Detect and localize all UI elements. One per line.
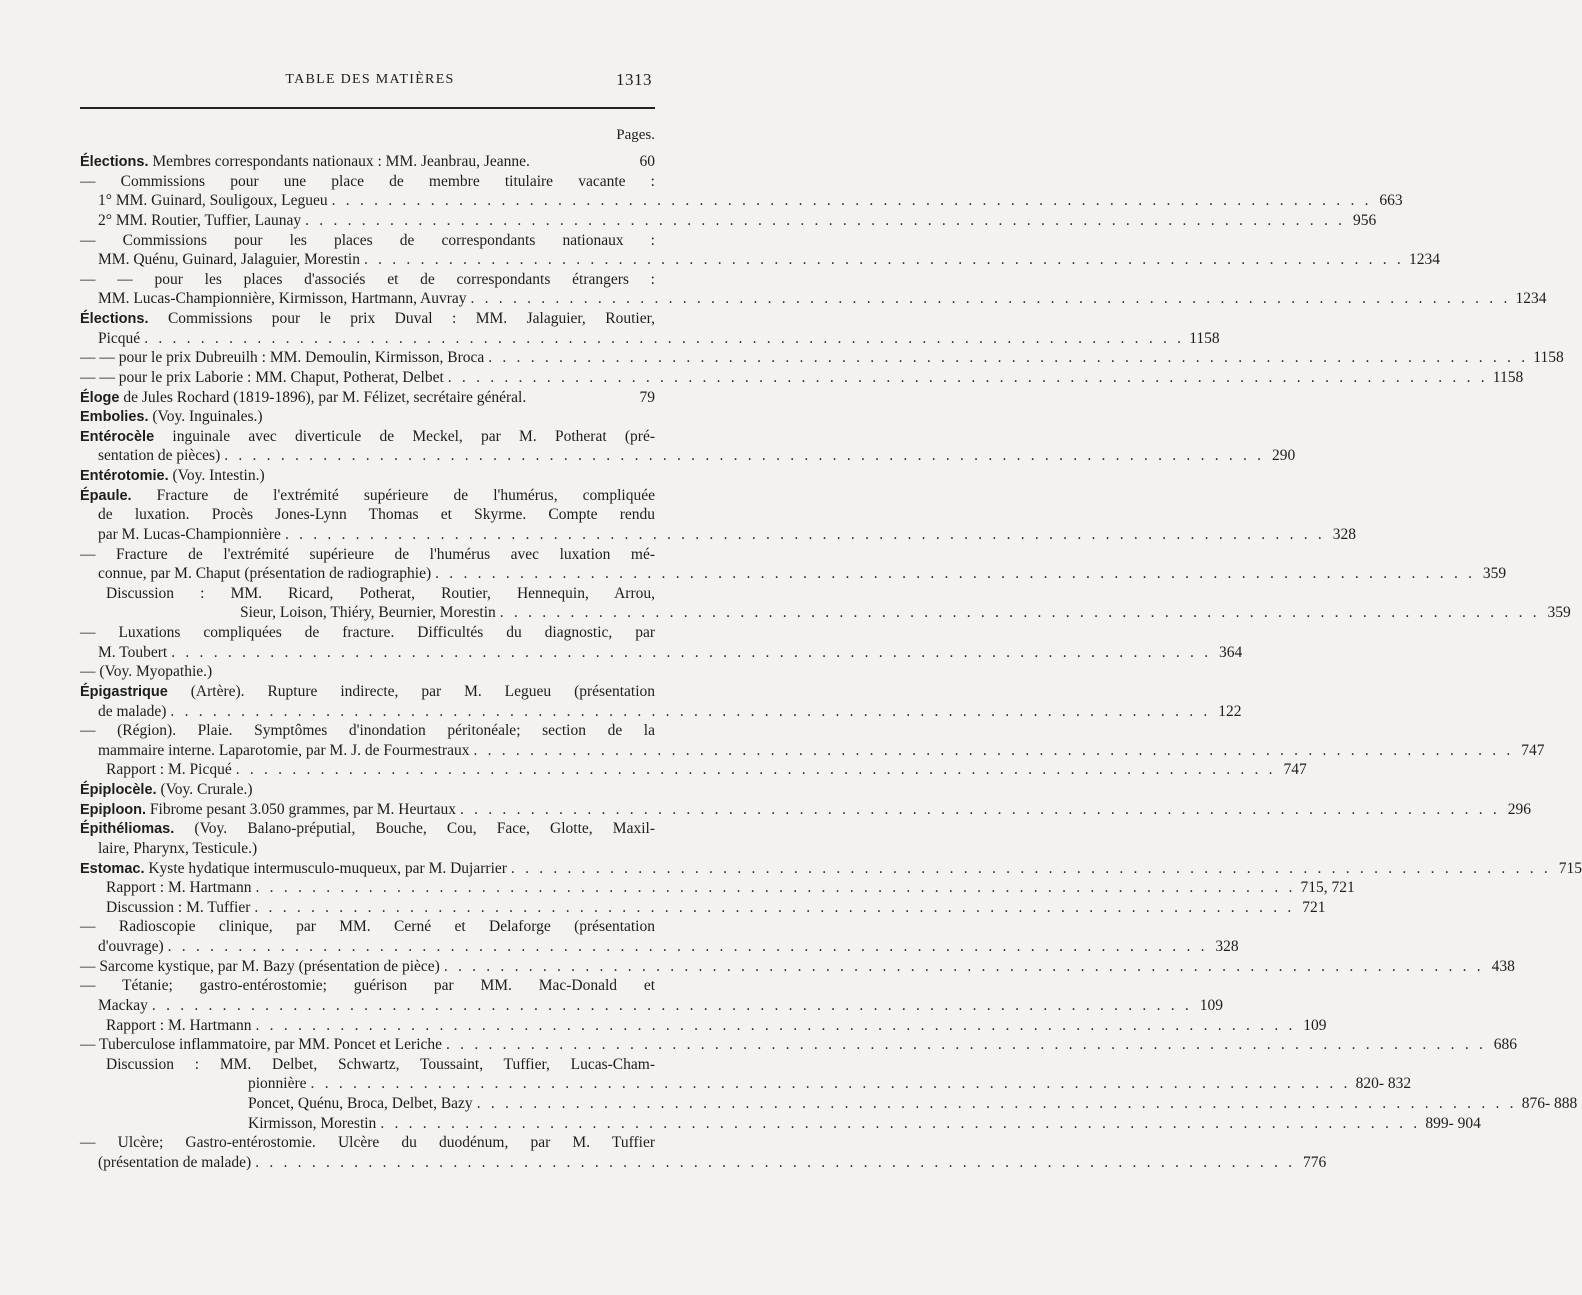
index-entry-text: MM. Lucas-Championnière, Kirmisson, Hartmann, Auvray: [98, 290, 467, 308]
index-line-text: [80, 683, 655, 700]
dot-leader: [152, 996, 1192, 1016]
index-line: [80, 1074, 1412, 1094]
index-line-text: [98, 643, 167, 663]
index-entry-text: Discussion : MM. Ricard, Potherat, Routier, Hennequin, Arrou,: [106, 584, 655, 602]
page-number: 1313: [616, 70, 652, 89]
page-reference: 715, 721: [1300, 879, 1355, 897]
index-entry-text: (Voy. Balano-préputial, Bouche, Cou, Face, Glotte, Maxil-: [174, 820, 655, 838]
page-reference: 1234: [1515, 290, 1547, 308]
index-line-text: [98, 564, 431, 584]
page-reference: 438: [1491, 957, 1515, 975]
index-line: [80, 309, 655, 329]
index-line-text: [98, 191, 328, 211]
dot-leader: [144, 329, 1184, 349]
index-entry-text: Picqué: [98, 329, 141, 347]
index-entry-text: — (Région). Plaie. Symptômes d'inondation péritonéale; section de la: [80, 722, 655, 740]
index-line: [80, 760, 1307, 780]
index-entry-text: Membres correspondants nationaux : MM. Jeanbrau, Jeanne.: [148, 153, 530, 170]
dot-leader: [305, 211, 1345, 231]
index-line-text: [80, 153, 530, 170]
index-entry-text: Rapport : M. Hartmann: [106, 1016, 252, 1034]
page-reference: 364: [1219, 643, 1243, 661]
index-entry-text: sentation de pièces): [98, 447, 221, 465]
index-line-text: [80, 389, 526, 406]
page-reference: 328: [1215, 938, 1239, 955]
dot-leader: [500, 603, 1540, 623]
index-entry-text: Mackay: [98, 996, 148, 1014]
page-reference: 776: [1303, 1153, 1327, 1171]
index-line: [80, 819, 655, 839]
index-line-text: [106, 1016, 252, 1036]
index-keyword: Entérocèle: [80, 428, 155, 445]
index-line-text: [80, 1035, 442, 1055]
index-line-text: [248, 1094, 473, 1114]
index-line: [80, 329, 1220, 349]
index-line: [80, 898, 1326, 918]
index-line: [80, 191, 1403, 211]
dot-leader: [254, 898, 1294, 918]
index-line: [80, 231, 655, 251]
index-line: [80, 859, 1582, 879]
index-line-text: [80, 546, 655, 563]
dot-leader: [168, 937, 1208, 957]
index-entry-text: — Tétanie; gastro-entérostomie; guérison par MM. Mac-Donald et: [80, 977, 655, 995]
dot-leader: [488, 348, 1528, 368]
index-line-text: [98, 741, 469, 761]
index-entry-text: connue, par M. Chaput (présentation de radiographie): [98, 565, 432, 583]
index-line-text: [98, 996, 148, 1016]
page-reference: 328: [1332, 525, 1356, 543]
dot-leader: [171, 643, 1211, 663]
index-line-text: [80, 781, 253, 798]
index-line: [80, 1133, 655, 1153]
index-line: [80, 584, 655, 604]
index-line-text: [80, 1134, 655, 1151]
index-line: [80, 682, 655, 702]
index-entry-text: de Jules Rochard (1819-1896), par M. Félizet, secrétaire général.: [119, 388, 527, 406]
index-line: [80, 486, 655, 506]
index-line: [80, 937, 1239, 957]
dot-leader: [256, 1016, 1296, 1036]
dot-leader: [380, 1114, 1420, 1134]
index-line-text: [98, 1153, 251, 1173]
index-line-text: [80, 232, 655, 249]
index-line-text: [80, 663, 212, 680]
index-entries: [80, 152, 1582, 1173]
index-keyword: Estomac.: [80, 860, 145, 877]
page-reference: 1234: [1409, 251, 1441, 269]
index-entry-text: Kyste hydatique intermusculo-muqueux, par M. Dujarrier: [144, 859, 507, 877]
index-line: [80, 976, 655, 996]
index-line-text: [106, 898, 250, 918]
page-reference: 747: [1283, 761, 1307, 779]
page-reference: 1158: [1533, 349, 1564, 367]
index-line: [80, 270, 655, 290]
index-entry-text: — Ulcère; Gastro-entérostomie. Ulcère du duodénum, par M. Tuffier: [80, 1134, 655, 1152]
page-reference: 359: [1482, 565, 1507, 583]
index-line: [80, 348, 1564, 368]
index-line-text: [98, 506, 655, 523]
index-line: [80, 603, 1571, 623]
header-rule: [80, 107, 655, 109]
dot-leader: [435, 564, 1475, 584]
index-entry-text: d'ouvrage): [98, 938, 164, 955]
index-line: [80, 662, 655, 682]
index-keyword: Élections.: [80, 311, 149, 327]
index-line-text: [80, 368, 444, 388]
index-entry-text: de malade): [98, 702, 167, 720]
index-line: [80, 721, 655, 741]
index-entry-text: 2° MM. Routier, Tuffier, Launay: [98, 211, 302, 229]
dot-leader: [236, 760, 1276, 780]
index-keyword: Épiplocèle.: [80, 782, 157, 798]
index-keyword: Épigastrique: [80, 683, 168, 700]
index-line-text: [80, 271, 655, 288]
index-line-text: [248, 1074, 307, 1094]
index-entry-text: — Sarcome kystique, par M. Bazy (présentation de pièce): [80, 957, 440, 975]
index-keyword: Épithéliomas.: [80, 821, 175, 838]
index-line-text: [80, 918, 655, 935]
dot-leader: [255, 1153, 1295, 1173]
page-reference: 1158: [1189, 329, 1220, 347]
page-reference: 79: [639, 388, 655, 406]
dot-leader: [511, 859, 1551, 879]
page-reference: 956: [1352, 211, 1377, 229]
index-entry-text: mammaire interne. Laparotomie, par M. J. de Fourmestraux: [98, 741, 470, 759]
index-line-text: [106, 585, 655, 602]
index-line-text: [80, 820, 655, 837]
index-line-text: [80, 722, 655, 739]
index-line-text: [80, 957, 440, 977]
index-line: [80, 800, 1532, 820]
index-line: [80, 643, 1243, 663]
index-line: [80, 250, 1441, 270]
index-line: [80, 289, 1547, 309]
index-entry-text: — — pour le prix Laborie : MM. Chaput, Potherat, Delbet: [80, 368, 444, 386]
index-line: [80, 996, 1223, 1016]
index-line: [80, 702, 1242, 722]
index-line: [80, 211, 1377, 231]
index-line-text: [80, 624, 655, 641]
index-entry-text: (présentation de malade): [98, 1153, 252, 1171]
index-line: [80, 525, 1356, 545]
index-entry-text: — Radioscopie clinique, par MM. Cerné et Delaforge (présentation: [80, 918, 655, 936]
index-line: [80, 957, 1515, 977]
index-line-text: [98, 329, 140, 349]
index-entry-text: Fibrome pesant 3.050 grammes, par M. Heurtaux: [146, 800, 456, 818]
index-line: [80, 780, 655, 800]
index-entry-text: — Commissions pour les places de correspondants nationaux :: [80, 231, 655, 249]
index-line: [80, 878, 1355, 898]
dot-leader: [448, 368, 1488, 388]
dot-leader: [285, 525, 1325, 545]
index-entry-text: (Artère). Rupture indirecte, par M. Legueu (présentation: [167, 682, 655, 700]
dot-leader: [224, 446, 1264, 466]
index-entry-text: de luxation. Procès Jones-Lynn Thomas et Skyrme. Compte rendu: [98, 506, 655, 524]
page-reference: 876- 888: [1521, 1095, 1578, 1112]
running-header-title: TABLE DES MATIÈRES: [285, 72, 455, 87]
index-entry-text: Poncet, Quénu, Broca, Delbet, Bazy: [248, 1095, 473, 1112]
index-line-text: [106, 760, 232, 780]
index-line: [80, 1114, 1481, 1134]
page-reference: 686: [1493, 1036, 1518, 1054]
index-line: [80, 505, 655, 525]
index-keyword: Épaule.: [80, 487, 132, 504]
index-line-text: [80, 467, 265, 484]
index-line-text: [98, 289, 467, 309]
index-keyword: Entérotomie.: [80, 468, 169, 484]
index-entry-text: Discussion : MM. Delbet, Schwartz, Toussaint, Tuffier, Lucas-Cham-: [106, 1055, 655, 1073]
index-line: [80, 1094, 1578, 1114]
index-entry-text: Commissions pour le prix Duval : MM. Jalaguier, Routier,: [148, 310, 655, 327]
index-line: [80, 1055, 655, 1075]
index-entry-text: — Fracture de l'extrémité supérieure de l'humérus avec luxation mé-: [80, 545, 655, 563]
index-entry-text: (Voy. Intestin.): [168, 467, 265, 484]
dot-leader: [471, 289, 1511, 309]
index-entry-text: M. Toubert: [98, 643, 168, 661]
page-reference: 820- 832: [1355, 1075, 1412, 1093]
dot-leader: [473, 741, 1513, 761]
index-entry-text: (Voy. Crurale.): [156, 781, 253, 798]
page-reference: 109: [1303, 1016, 1327, 1034]
page-reference: 60: [639, 153, 655, 170]
index-entry-text: laire, Pharynx, Testicule.): [98, 839, 258, 857]
index-line-text: [98, 211, 301, 231]
index-line-text: [106, 1056, 655, 1073]
index-keyword: Epiploon.: [80, 801, 147, 818]
index-line: [80, 623, 655, 643]
pages-column-label: Pages.: [616, 127, 655, 143]
index-line: [80, 564, 1507, 584]
index-entry-text: Kirmisson, Morestin: [248, 1114, 377, 1132]
index-line-text: [80, 310, 655, 327]
index-line-text: [80, 408, 263, 425]
index-line-text: [80, 800, 456, 821]
page-reference: 1158: [1492, 368, 1524, 386]
dot-leader: [332, 191, 1372, 211]
index-line: [80, 545, 655, 565]
page-reference: 721: [1302, 898, 1326, 916]
index-entry-text: Discussion : M. Tuffier: [106, 898, 251, 916]
index-line-text: [98, 937, 164, 957]
index-line: [80, 446, 1296, 466]
index-line-text: [98, 840, 257, 857]
index-entry-text: — — pour le prix Dubreuilh : MM. Demoulin, Kirmisson, Broca: [80, 349, 485, 367]
index-entry-text: MM. Quénu, Guinard, Jalaguier, Morestin: [98, 251, 360, 269]
index-line-text: [98, 250, 360, 270]
index-line: [80, 407, 655, 427]
index-entry-text: Fracture de l'extrémité supérieure de l'humérus, compliquée: [131, 486, 655, 504]
dot-leader: [170, 702, 1210, 722]
index-line-text: [80, 348, 484, 368]
index-line-text: [80, 859, 507, 880]
index-keyword: Éloge: [80, 389, 120, 406]
index-entry-text: pionnière: [248, 1075, 307, 1093]
index-line-text: [80, 977, 655, 994]
index-line: [80, 152, 655, 172]
index-line-text: [98, 702, 166, 722]
index-line-text: [80, 487, 655, 504]
index-line: [80, 466, 655, 486]
index-keyword: Élections.: [80, 154, 149, 170]
index-line: [80, 839, 655, 859]
index-line: [80, 1035, 1518, 1055]
dot-leader: [460, 800, 1500, 820]
dot-leader: [446, 1035, 1486, 1055]
dot-leader: [444, 957, 1484, 977]
index-line: [80, 1016, 1327, 1036]
index-entry-text: inguinale avec diverticule de Meckel, par M. Potherat (pré-: [154, 427, 655, 445]
index-line: [80, 1153, 1327, 1173]
index-line-text: [106, 878, 252, 898]
page-reference: 296: [1507, 800, 1532, 818]
index-entry-text: — Tuberculose inflammatoire, par MM. Poncet et Leriche: [80, 1036, 443, 1054]
dot-leader: [364, 250, 1404, 270]
index-line: [80, 172, 655, 192]
index-entry-text: par M. Lucas-Championnière: [98, 525, 281, 543]
index-line-text: [240, 603, 496, 623]
index-line: [80, 368, 1524, 388]
index-line-text: [248, 1114, 376, 1134]
page-reference: 122: [1218, 702, 1242, 720]
index-entry-text: — (Voy. Myopathie.): [80, 663, 213, 681]
index-entry-text: — Luxations compliquées de fracture. Difficultés du diagnostic, par: [80, 624, 655, 641]
index-keyword: Embolies.: [80, 409, 149, 426]
index-line-text: [98, 446, 220, 466]
index-line-text: [80, 173, 655, 190]
page-reference: 663: [1379, 192, 1403, 210]
index-entry-text: — Commissions pour une place de membre titulaire vacante :: [80, 172, 655, 190]
index-entry-text: Rapport : M. Hartmann: [106, 879, 252, 897]
page-reference: 899- 904: [1425, 1114, 1481, 1132]
page-reference: 290: [1272, 447, 1296, 465]
page-reference: 747: [1521, 741, 1545, 759]
page-reference: 109: [1199, 996, 1223, 1014]
index-entry-text: 1° MM. Guinard, Souligoux, Legueu: [98, 192, 328, 210]
index-line: [80, 388, 655, 408]
index-entry-text: Sieur, Loison, Thiéry, Beurnier, Morestin: [240, 604, 496, 622]
dot-leader: [311, 1074, 1351, 1094]
page-reference: 715: [1558, 859, 1582, 877]
page-reference: 359: [1547, 604, 1571, 622]
index-entry-text: (Voy. Inguinales.): [148, 408, 263, 426]
index-line-text: [98, 525, 281, 545]
index-line: [80, 741, 1545, 761]
index-entry-text: — — pour les places d'associés et de correspondants étrangers :: [80, 270, 655, 288]
dot-leader: [477, 1094, 1517, 1114]
index-line: [80, 917, 655, 937]
index-line-text: [80, 428, 655, 445]
index-entry-text: Rapport : M. Picqué: [106, 761, 232, 779]
index-line: [80, 427, 655, 447]
dot-leader: [256, 878, 1296, 898]
